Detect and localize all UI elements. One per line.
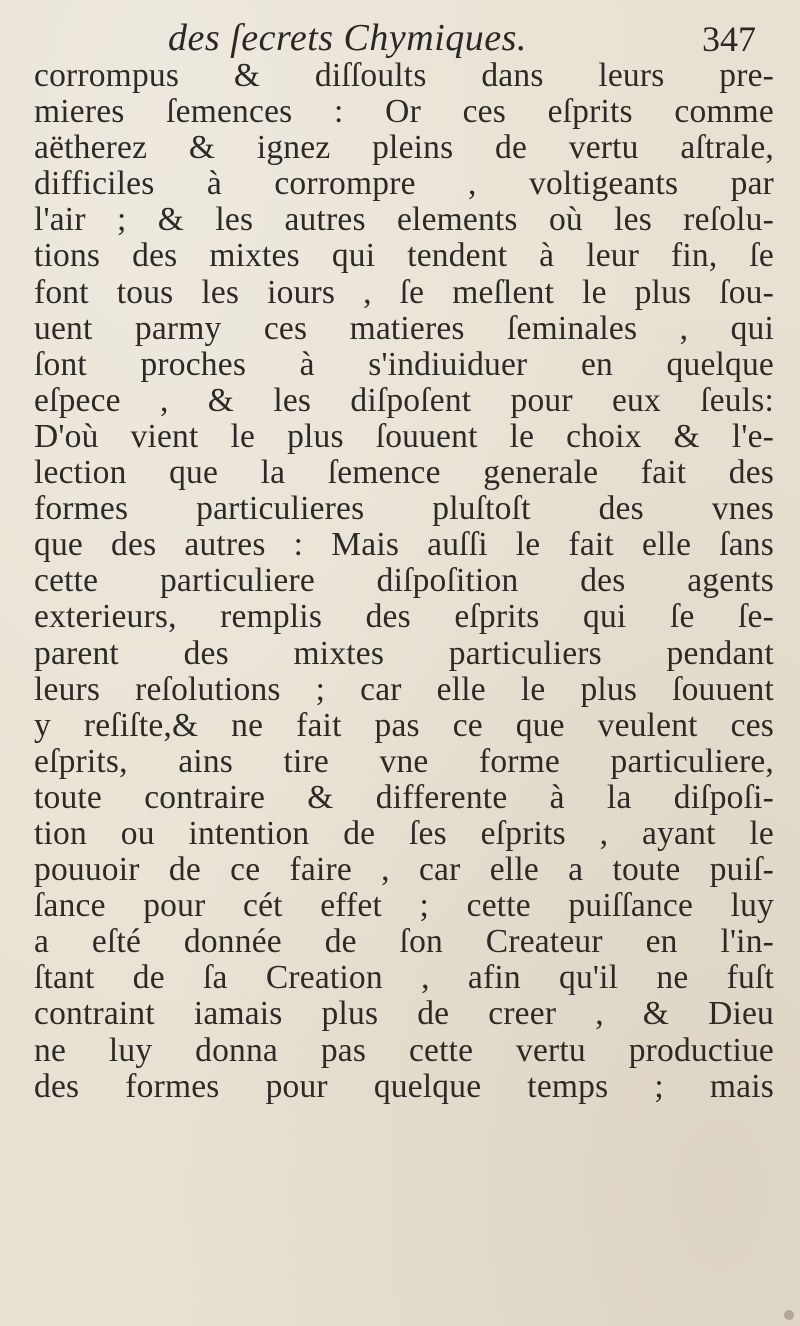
text-line: leurs reſolutions ; car elle le plus ſouuent bbox=[34, 670, 774, 708]
text-line: ne luy donna pas cette vertu productiue bbox=[34, 1031, 774, 1069]
running-title: des ſecrets Chymiques. bbox=[168, 17, 527, 59]
text-line: y reſiſte,& ne fait pas ce que veulent ces bbox=[34, 706, 774, 744]
page-number: 347 bbox=[702, 19, 756, 59]
text-line: tion ou intention de ſes eſprits , ayant le bbox=[34, 814, 774, 852]
text-line: contraint iamais plus de creer , & Dieu bbox=[34, 995, 774, 1033]
text-line: pouuoir de ce faire , car elle a toute puiſ- bbox=[34, 851, 774, 889]
text-line: uent parmy ces matieres ſeminales , qui bbox=[34, 309, 774, 347]
page-header bbox=[0, 14, 800, 62]
text-line: ſtant de ſa Creation , afin qu'il ne fuſt bbox=[34, 959, 774, 997]
text-line: cette particuliere diſpoſition des agents bbox=[34, 562, 774, 600]
text-line: eſpece , & les diſpoſent pour eux ſeuls: bbox=[34, 381, 774, 419]
text-line: difficiles à corrompre , voltigeants par bbox=[34, 165, 774, 203]
text-line: ſance pour cét effet ; cette puiſſance luy bbox=[34, 887, 774, 925]
text-line: toute contraire & differente à la diſpoſi- bbox=[34, 778, 774, 816]
paper-stain bbox=[784, 1310, 794, 1320]
text-line: font tous les iours , ſe meſlent le plus ſou- bbox=[34, 273, 774, 311]
text-line: a eſté donnée de ſon Createur en l'in- bbox=[34, 923, 774, 961]
text-line: formes particulieres pluſtoſt des vnes bbox=[34, 490, 774, 528]
text-line: mieres ſemences : Or ces eſprits comme bbox=[34, 93, 774, 131]
text-line: que des autres : Mais auſſi le fait elle ſans bbox=[34, 526, 774, 564]
text-line: parent des mixtes particuliers pendant bbox=[34, 634, 774, 672]
text-line: corrompus & diſſoults dans leurs pre- bbox=[34, 57, 774, 94]
text-line: D'où vient le plus ſouuent le choix & l'e- bbox=[34, 417, 774, 455]
text-line: des formes pour quelque temps ; mais bbox=[34, 1067, 774, 1105]
body-text bbox=[34, 58, 774, 1105]
text-line: eſprits, ains tire vne forme particuliere, bbox=[34, 742, 774, 780]
text-line: lection que la ſemence generale fait des bbox=[34, 454, 774, 492]
text-line: exterieurs, remplis des eſprits qui ſe ſe- bbox=[34, 598, 774, 636]
text-line: aëtherez & ignez pleins de vertu aſtrale, bbox=[34, 129, 774, 167]
text-line: l'air ; & les autres elements où les reſolu- bbox=[34, 201, 774, 239]
text-line: ſont proches à s'indiuiduer en quelque bbox=[34, 345, 774, 383]
text-line: tions des mixtes qui tendent à leur fin, ſe bbox=[34, 237, 774, 275]
